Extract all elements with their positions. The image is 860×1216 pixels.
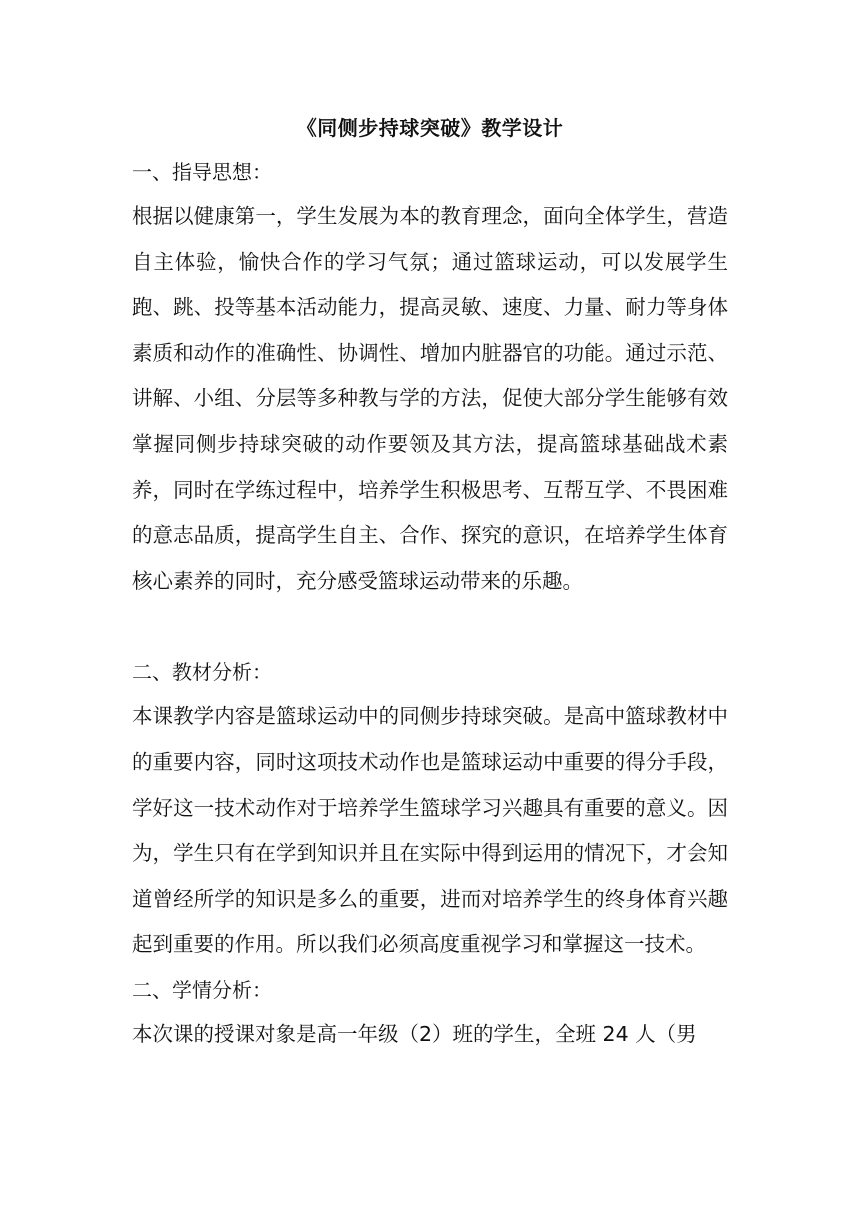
document-title: 《同侧步持球突破》教学设计 <box>296 116 564 140</box>
section-paragraph-guiding-ideology: 根据以健康第一，学生发展为本的教育理念，面向全体学生，营造自主体验，愉快合作的学习气氛；通过篮球运动，可以发展学生跑、跳、投等基本活动能力，提高灵敏、速度、力量、耐力等身体素质和动作的准确性、协调性、增加内脏器官的功能。通过示范、讲解、小组、分层等多种教与学的方法，促使大部分学生能够有效掌握同侧步持球突破的动作要领及其方法，提高篮球基础战术素养，同时在学练过程中，培养学生积极思考、互帮互学、不畏困难的意志品质，提高学生自主、合作、探究的意识，在培养学生体育核心素养的同时，充分感受篮球运动带来的乐趣。 <box>132 204 728 593</box>
section-paragraph-student-analysis: 本次课的授课对象是高一年级（2）班的学生，全班 24 人（男 <box>132 1021 697 1046</box>
section-heading-guiding-ideology: 一、指导思想： <box>132 160 272 184</box>
document-body <box>132 112 728 1058</box>
blank-line <box>132 604 728 650</box>
section-heading-material-analysis: 二、教材分析： <box>132 660 272 685</box>
section-heading-student-analysis: 二、学情分析： <box>132 977 272 1002</box>
section-paragraph-material-analysis: 本课教学内容是篮球运动中的同侧步持球突破。是高中篮球教材中的重要内容，同时这项技术动作也是篮球运动中重要的得分手段，学好这一技术动作对于培养学生篮球学习兴趣具有重要的意义。因为，学生只有在学到知识并且在实际中得到运用的情况下，才会知道曾经所学的知识是多么的重要，进而对培养学生的终身体育兴趣起到重要的作用。所以我们必须高度重视学习和掌握这一技术。 <box>132 704 728 957</box>
